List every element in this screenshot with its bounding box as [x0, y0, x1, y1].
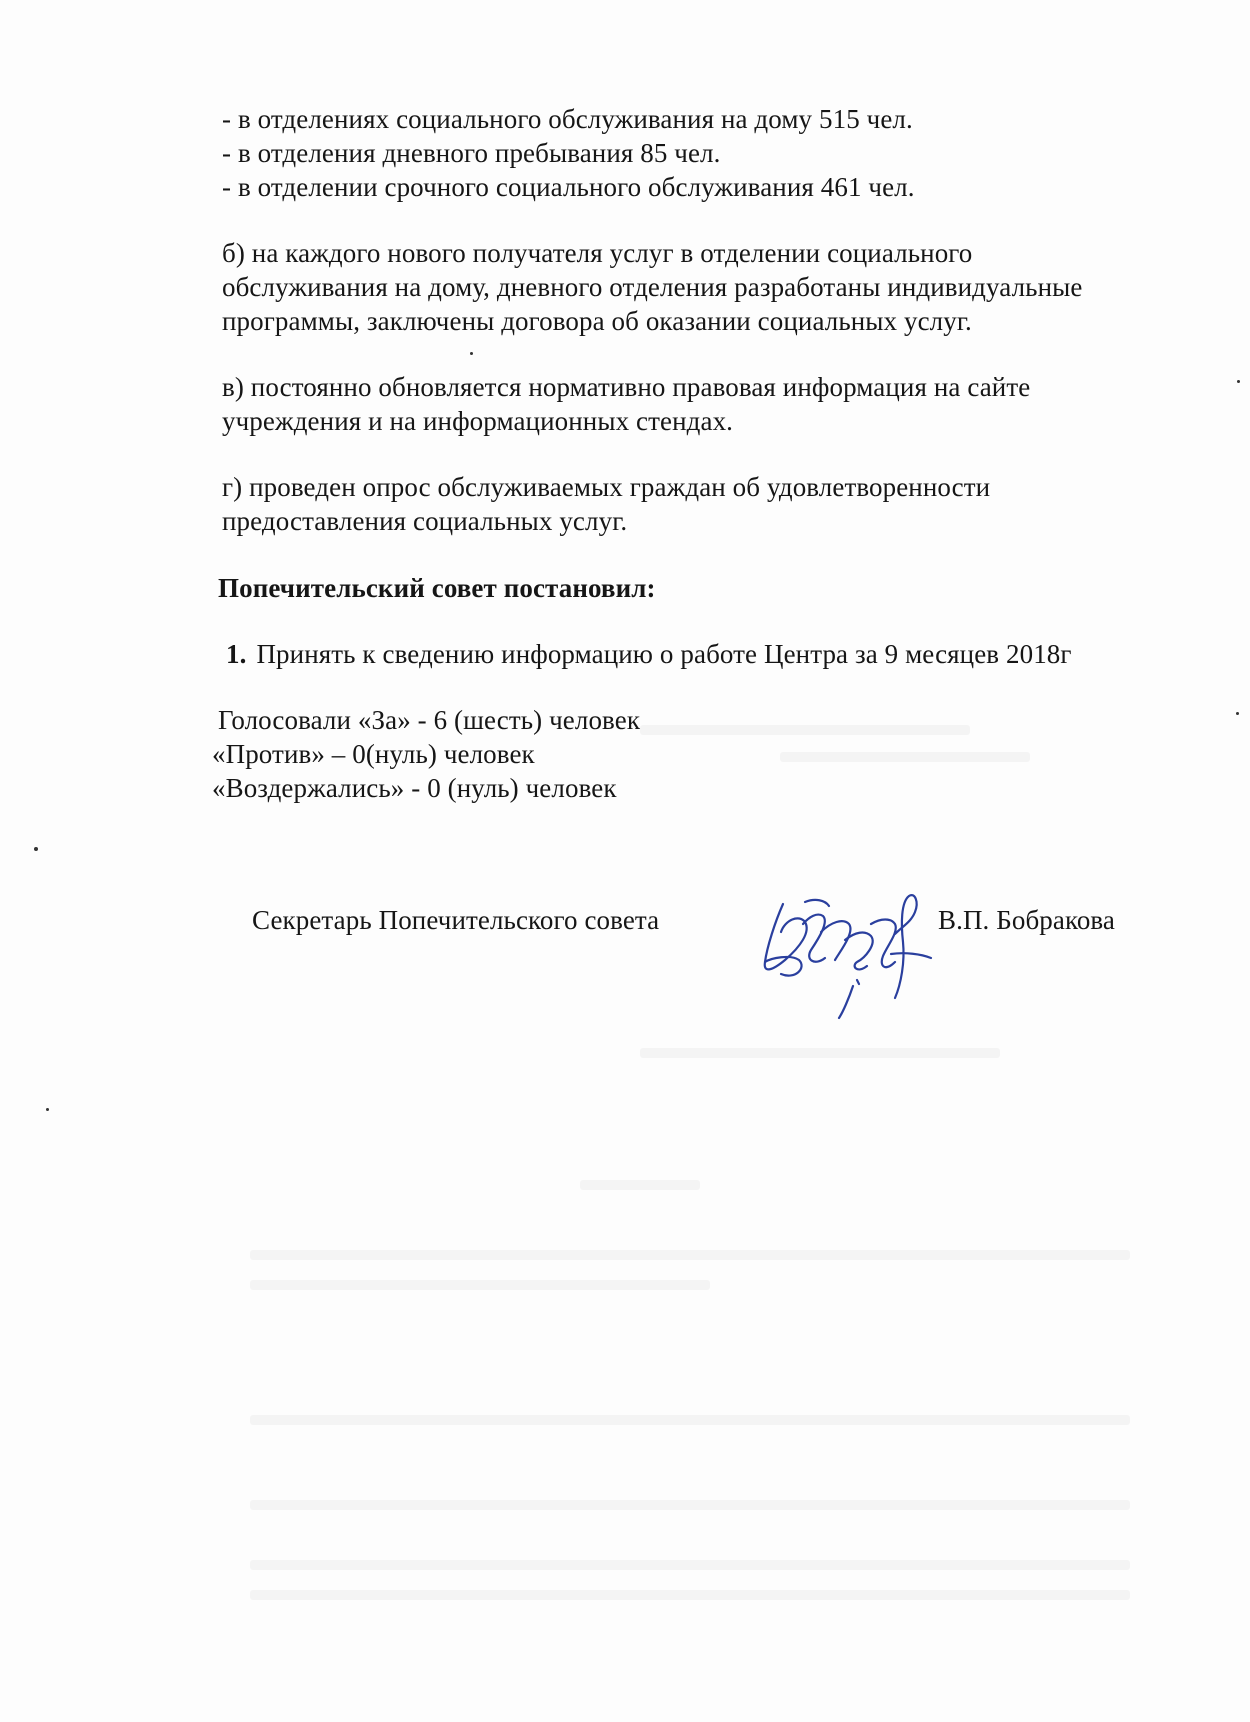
signature-title: Секретарь Попечительского совета	[252, 905, 660, 935]
vote-against: «Против» – 0(нуль) человек	[212, 739, 535, 769]
scan-speck	[1237, 380, 1240, 383]
resolution-item-number: 1.	[226, 639, 247, 669]
bleed-through-mark	[250, 1280, 710, 1290]
item-b-line: б) на каждого нового получателя услуг в отделении социального	[222, 238, 973, 268]
resolution-item-text: Принять к сведению информацию о работе Центра за 9 месяцев 2018г	[256, 639, 1072, 669]
item-v-line: учреждения и на информационных стендах.	[222, 406, 734, 436]
stats-line-home-care: - в отделениях социального обслуживания на дому 515 чел.	[222, 104, 913, 134]
bleed-through-mark	[250, 1560, 1130, 1570]
bleed-through-mark	[780, 752, 1030, 762]
scan-speck	[34, 847, 38, 851]
resolution-heading: Попечительский совет постановил:	[218, 573, 656, 603]
stats-line-urgent-care: - в отделении срочного социального обслуживания 461 чел.	[222, 172, 915, 202]
vote-abstained: «Воздержались» - 0 (нуль) человек	[212, 773, 617, 803]
scan-speck	[46, 1108, 49, 1111]
signature-name: В.П. Бобракова	[938, 905, 1116, 935]
item-g-line: предоставления социальных услуг.	[222, 506, 628, 536]
bleed-through-mark	[580, 1180, 700, 1190]
vote-for: Голосовали «За» - 6 (шесть) человек	[218, 705, 641, 735]
bleed-through-mark	[250, 1500, 1130, 1510]
item-b-line: обслуживания на дому, дневного отделения разработаны индивидуальные	[222, 272, 1083, 302]
scan-speck	[1236, 712, 1239, 715]
bleed-through-mark	[640, 1048, 1000, 1058]
item-g-line: г) проведен опрос обслуживаемых граждан об удовлетворенности	[222, 472, 991, 502]
bleed-through-mark	[250, 1250, 1130, 1260]
item-b-line: программы, заключены договора об оказании социальных услуг.	[222, 306, 972, 336]
item-v-line: в) постоянно обновляется нормативно правовая информация на сайте	[222, 372, 1031, 402]
bleed-through-mark	[250, 1590, 1130, 1600]
handwritten-signature	[745, 862, 945, 1022]
bleed-through-mark	[640, 725, 970, 735]
scan-speck	[470, 352, 473, 355]
stats-line-day-care: - в отделения дневного пребывания 85 чел.	[222, 138, 721, 168]
resolution-item	[226, 638, 1072, 671]
bleed-through-mark	[250, 1415, 1130, 1425]
